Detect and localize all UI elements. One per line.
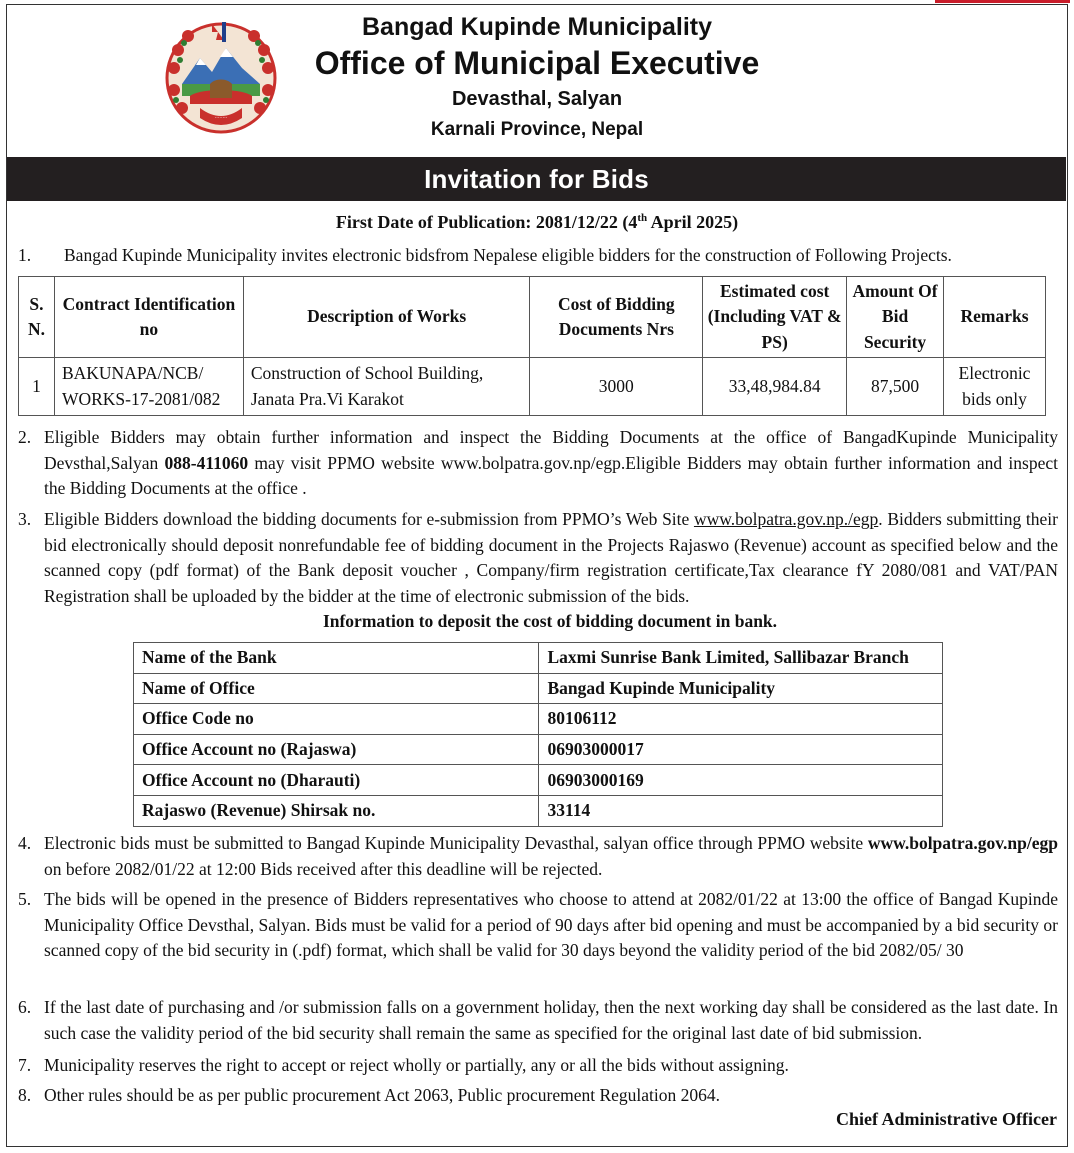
bank-label: Name of Office [134,673,539,704]
bank-value: Bangad Kupinde Municipality [539,673,943,704]
header-sn: S. N. [19,277,55,358]
header-security: Amount Of Bid Security [847,277,944,358]
cell-estimate: 33,48,984.84 [703,358,847,416]
bank-table [133,642,943,827]
table-row [19,358,1046,416]
paragraph-text: Municipality reserves the right to accept or reject wholly or partially, any or all the bids without assigning. [44,1055,789,1075]
header [0,0,1074,156]
bank-label: Office Code no [134,704,539,735]
header-remarks: Remarks [944,277,1046,358]
paragraph-text: If the last date of purchasing and /or submission falls on a government holiday, then the next working day shall be considered as the last date. In such case the validity period of the bid security shall remain the same as specified for the original last date of bid submission. [44,997,1058,1043]
header-cost: Cost of Bidding Documents Nrs [530,277,703,358]
header-estimate: Estimated cost (Including VAT & PS) [703,277,847,358]
office-province: Karnali Province, Nepal [430,119,644,140]
paragraph-number: 3. [18,509,32,529]
paragraph-text: Bangad Kupinde Municipality invites electronic bidsfrom Nepalese eligible bidders for the construction of Following Projects. [64,245,952,265]
bank-value: Laxmi Sunrise Bank Limited, Sallibazar Branch [539,643,943,674]
ppmo-link[interactable]: www.bolpatra.gov.np./egp [693,509,879,529]
cell-cost: 3000 [530,358,703,416]
svg-text:........: ........ [214,114,228,120]
table-row [134,673,943,704]
projects-table [18,276,1046,416]
table-row [134,765,943,796]
bank-label: Rajaswo (Revenue) Shirsak no. [134,795,539,826]
table-row [134,643,943,674]
cell-remarks: Electronic bids only [944,358,1046,416]
signature-title: Chief Administrative Officer [836,1109,1057,1129]
paragraph-text: Eligible Bidders may obtain further information and inspect the Bidding Documents at the office of BangadKupinde Municipality Devsthal,Salyan 088-411060 may visit PPMO website www.bolpatra.gov.np/egp.Eligible Bidders may obtain further information and inspect the Bidding Documents at the office . [44,427,1058,499]
paragraph-text: Other rules should be as per public procurement Act 2063, Public procurement Regulation 2064. [44,1085,721,1105]
paragraph-number: 4. [18,833,32,853]
cell-security: 87,500 [847,358,944,416]
paragraph-text: Electronic bids must be submitted to Bangad Kupinde Municipality Devasthal, salyan office through PPMO website www.bolpatra.gov.np/egp on before 2082/01/22 at 12:00 Bids received after this deadline will be rejected. [44,833,1058,879]
header-description: Description of Works [243,277,530,358]
title-banner: Invitation for Bids [7,157,1066,201]
office-title: Office of Municipal Executive [314,45,760,81]
cell-sn: 1 [19,358,55,416]
bank-value: 06903000017 [539,734,943,765]
paragraph-number: 1. [18,245,32,265]
paragraph-number: 2. [18,427,32,447]
cell-contract: BAKUNAPA/NCB/ WORKS-17-2081/082 [54,358,243,416]
bank-label: Office Account no (Dharauti) [134,765,539,796]
table-row [134,704,943,735]
submission-site: www.bolpatra.gov.np/egp [867,833,1058,853]
publication-date: First Date of Publication: 2081/12/22 (4th April 2025) [335,212,739,232]
paragraph-number: 5. [18,889,32,909]
paragraph-number: 7. [18,1055,32,1075]
office-location: Devasthal, Salyan [451,88,623,110]
table-header-row [19,277,1046,358]
bank-value: 80106112 [539,704,943,735]
municipality-name: Bangad Kupinde Municipality [361,13,712,41]
paragraph-text: Eligible Bidders download the bidding documents for e-submission from PPMO’s Web Site www.bolpatra.gov.np./egp. Bidders submitting their bid electronically should deposit nonrefundable fee of bidding document in the Projects Rajaswo (Revenue) account as specified below and the scanned copy (pdf format) of the Bank deposit voucher , Company/firm registration certificate,Tax clearance fY 2080/081 and VAT/PAN Registration shall be uploaded by the bidder at the time of electronic submission of the bids. [44,509,1058,606]
bank-label: Office Account no (Rajaswa) [134,734,539,765]
bank-label: Name of the Bank [134,643,539,674]
header-contract: Contract Identification no [54,277,243,358]
table-row [134,795,943,826]
paragraph-number: 8. [18,1085,32,1105]
paragraph-text: The bids will be opened in the presence of Bidders representatives who choose to attend at 2082/01/22 at 13:00 the office of Bangad Kupinde Municipality Office Devsthal, Salyan. Bids must be valid for a period of 90 days after bid opening and must be accompanied by a bid security or scanned copy of the bid security in (.pdf) format, which shall be valid for 30 days beyond the validity period of the bid 2082/05/ 30 [44,889,1058,961]
table-row [134,734,943,765]
bank-value: 06903000169 [539,765,943,796]
paragraph-number: 6. [18,997,32,1017]
cell-description: Construction of School Building, Janata Pra.Vi Karakot [243,358,530,416]
bank-caption: Information to deposit the cost of bidding document in bank. [322,611,778,631]
bank-value: 33114 [539,795,943,826]
phone-number: 088-411060 [164,452,249,473]
